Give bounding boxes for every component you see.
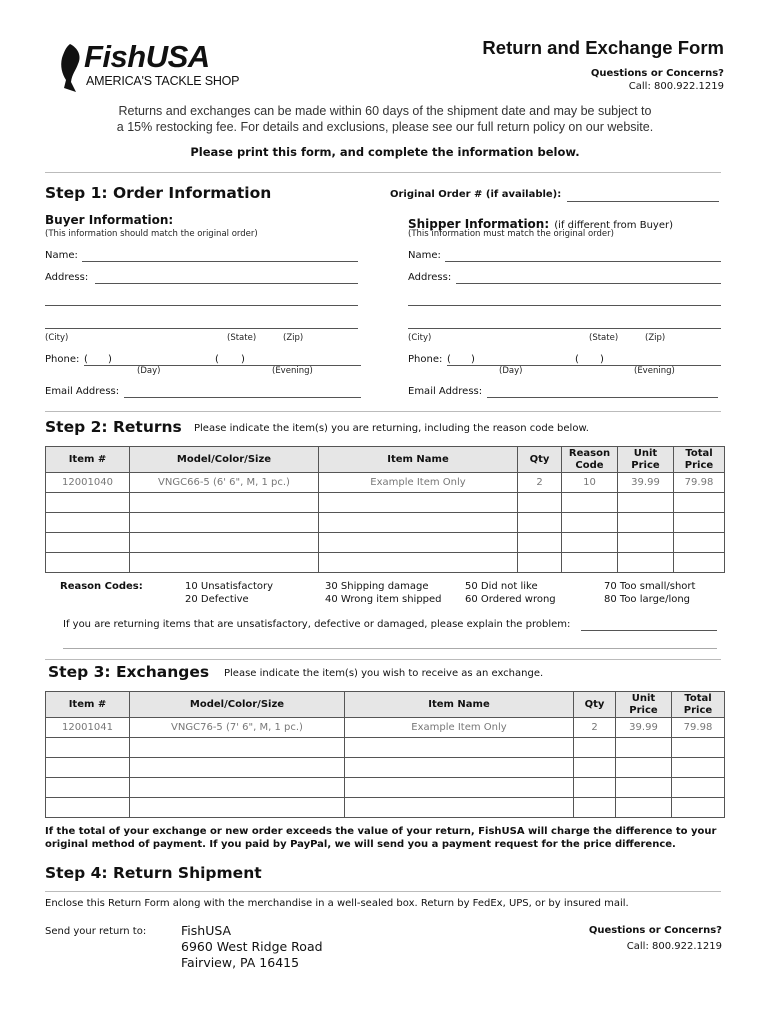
buyer-phone-paren-close-2: ) bbox=[241, 354, 245, 365]
fish-icon bbox=[56, 42, 86, 94]
cell: VNGC66-5 (6' 6", M, 1 pc.) bbox=[130, 473, 319, 493]
explain-label: If you are returning items that are unsatisfactory, defective or damaged, please explain the problem: bbox=[63, 619, 571, 630]
divider bbox=[45, 891, 721, 892]
shipper-phone-paren-close-2: ) bbox=[600, 354, 604, 365]
step2-instruction: Please indicate the item(s) you are returning, including the reason code below. bbox=[194, 423, 589, 434]
buyer-email-field[interactable] bbox=[124, 397, 361, 398]
return-address-line-3: Fairview, PA 16415 bbox=[181, 955, 300, 970]
shipper-day: (Day) bbox=[499, 366, 523, 376]
enclose-text: Enclose this Return Form along with the merchandise in a well-sealed box. Return by FedEx, UPS, or by insured mail. bbox=[45, 898, 629, 909]
step3-instruction: Please indicate the item(s) you wish to receive as an exchange. bbox=[224, 668, 544, 679]
shipper-address-label: Address: bbox=[408, 272, 452, 283]
shipper-title-text: Shipper Information: bbox=[408, 217, 550, 231]
returns-header-qty: Qty bbox=[518, 447, 562, 473]
shipper-phone-paren-open-2: ( bbox=[575, 354, 579, 365]
returns-header-model: Model/Color/Size bbox=[130, 447, 319, 473]
buyer-zip: (Zip) bbox=[283, 333, 304, 343]
header-questions: Questions or Concerns? bbox=[590, 68, 724, 79]
table-row[interactable] bbox=[46, 533, 725, 553]
divider bbox=[45, 411, 721, 412]
buyer-phone-label: Phone: bbox=[45, 354, 80, 365]
shipper-paren: (if different from Buyer) bbox=[554, 220, 673, 231]
reason-70: 70 Too small/short bbox=[604, 581, 696, 592]
return-address-line-1: FishUSA bbox=[181, 923, 232, 938]
cell: 79.98 bbox=[672, 718, 725, 738]
buyer-city-line[interactable] bbox=[45, 328, 358, 329]
buyer-name-label: Name: bbox=[45, 250, 78, 261]
reason-80: 80 Too large/long bbox=[604, 594, 691, 605]
cell: 2 bbox=[574, 718, 616, 738]
cell: 39.99 bbox=[616, 718, 672, 738]
intro-line-2: a 15% restocking fee. For details and exclusions, please see our full return policy on our website. bbox=[116, 120, 654, 134]
returns-header-total: Total Price bbox=[674, 447, 725, 473]
buyer-title: Buyer Information: bbox=[45, 213, 174, 227]
fishusa-logo bbox=[56, 39, 266, 94]
table-row[interactable] bbox=[46, 778, 725, 798]
shipper-phone-field[interactable] bbox=[447, 365, 721, 366]
cell: 39.99 bbox=[618, 473, 674, 493]
reason-10: 10 Unsatisfactory bbox=[185, 581, 274, 592]
buyer-email-label: Email Address: bbox=[45, 386, 120, 397]
returns-header-item: Item # bbox=[46, 447, 130, 473]
shipper-city-line[interactable] bbox=[408, 328, 721, 329]
reason-30: 30 Shipping damage bbox=[325, 581, 429, 592]
logo-sub-text: AMERICA'S TACKLE SHOP bbox=[86, 74, 240, 88]
reason-20: 20 Defective bbox=[185, 594, 249, 605]
cell: 79.98 bbox=[674, 473, 725, 493]
table-row[interactable] bbox=[46, 553, 725, 573]
form-title: Return and Exchange Form bbox=[482, 37, 724, 58]
cell: Example Item Only bbox=[319, 473, 518, 493]
footer-questions: Questions or Concerns? bbox=[588, 925, 722, 936]
original-order-label: Original Order # (if available): bbox=[390, 189, 562, 200]
divider bbox=[45, 659, 721, 660]
shipper-name-label: Name: bbox=[408, 250, 441, 261]
shipper-phone-label: Phone: bbox=[408, 354, 443, 365]
buyer-phone-field[interactable] bbox=[84, 365, 361, 366]
shipper-address-line-2[interactable] bbox=[408, 305, 721, 306]
buyer-note: (This information should match the original order) bbox=[45, 229, 258, 239]
reason-60: 60 Ordered wrong bbox=[465, 594, 556, 605]
table-row[interactable] bbox=[46, 798, 725, 818]
exchanges-header-unit: Unit Price bbox=[616, 692, 672, 718]
intro-line-1: Returns and exchanges can be made within 60 days of the shipment date and may be subject to bbox=[118, 104, 652, 118]
table-row[interactable] bbox=[46, 513, 725, 533]
return-address-line-2: 6960 West Ridge Road bbox=[181, 939, 323, 954]
shipper-email-field[interactable] bbox=[487, 397, 718, 398]
table-row[interactable] bbox=[46, 493, 725, 513]
shipper-note: (This information must match the original order) bbox=[408, 229, 614, 239]
buyer-state: (State) bbox=[227, 333, 257, 343]
original-order-field[interactable] bbox=[567, 201, 719, 202]
returns-header-unit: Unit Price bbox=[618, 447, 674, 473]
exchanges-header-name: Item Name bbox=[345, 692, 574, 718]
shipper-evening: (Evening) bbox=[634, 366, 675, 376]
buyer-city: (City) bbox=[45, 333, 69, 343]
step4-title: Step 4: Return Shipment bbox=[45, 864, 262, 882]
cell: 2 bbox=[518, 473, 562, 493]
shipper-address-field[interactable] bbox=[456, 283, 721, 284]
reason-50: 50 Did not like bbox=[465, 581, 538, 592]
cell: 12001041 bbox=[46, 718, 130, 738]
cell: Example Item Only bbox=[345, 718, 574, 738]
cell: 10 bbox=[562, 473, 618, 493]
table-row bbox=[46, 473, 725, 493]
buyer-phone-paren-open: ( bbox=[84, 354, 88, 365]
table-row[interactable] bbox=[46, 758, 725, 778]
reason-40: 40 Wrong item shipped bbox=[325, 594, 442, 605]
shipper-name-field[interactable] bbox=[445, 261, 721, 262]
buyer-address-line-2[interactable] bbox=[45, 305, 358, 306]
explain-line-2[interactable] bbox=[63, 648, 717, 649]
buyer-phone-paren-open-2: ( bbox=[215, 354, 219, 365]
exchanges-table bbox=[45, 691, 725, 818]
buyer-address-label: Address: bbox=[45, 272, 89, 283]
returns-table bbox=[45, 446, 725, 573]
step1-title: Step 1: Order Information bbox=[45, 184, 272, 202]
divider bbox=[45, 172, 721, 173]
shipper-email-label: Email Address: bbox=[408, 386, 483, 397]
table-row bbox=[46, 718, 725, 738]
exchanges-header-item: Item # bbox=[46, 692, 130, 718]
shipper-city: (City) bbox=[408, 333, 432, 343]
step2-title: Step 2: Returns bbox=[45, 418, 182, 436]
cell: 12001040 bbox=[46, 473, 130, 493]
returns-header-name: Item Name bbox=[319, 447, 518, 473]
print-note: Please print this form, and complete the information below. bbox=[190, 145, 580, 159]
shipper-state: (State) bbox=[589, 333, 619, 343]
exchanges-header-total: Total Price bbox=[672, 692, 725, 718]
shipper-phone-paren-close: ) bbox=[471, 354, 475, 365]
exchange-note-line-1: If the total of your exchange or new order exceeds the value of your return, FishUSA will charge the difference to your bbox=[45, 826, 717, 837]
exchanges-header-qty: Qty bbox=[574, 692, 616, 718]
explain-field[interactable] bbox=[581, 630, 717, 631]
reason-codes-label: Reason Codes: bbox=[60, 581, 143, 592]
shipper-zip: (Zip) bbox=[645, 333, 666, 343]
returns-header-reason: Reason Code bbox=[562, 447, 618, 473]
logo-main-text: FishUSA bbox=[84, 39, 210, 74]
buyer-address-field[interactable] bbox=[95, 283, 358, 284]
send-label: Send your return to: bbox=[45, 926, 147, 937]
shipper-phone-paren-open: ( bbox=[447, 354, 451, 365]
buyer-name-field[interactable] bbox=[82, 261, 358, 262]
step3-title: Step 3: Exchanges bbox=[48, 663, 210, 681]
header-call: Call: 800.922.1219 bbox=[628, 81, 724, 92]
exchanges-header-model: Model/Color/Size bbox=[130, 692, 345, 718]
buyer-day: (Day) bbox=[137, 366, 161, 376]
cell: VNGC76-5 (7' 6", M, 1 pc.) bbox=[130, 718, 345, 738]
table-row[interactable] bbox=[46, 738, 725, 758]
exchange-note-line-2: original method of payment. If you paid by PayPal, we will send you a payment request for the price difference. bbox=[45, 839, 676, 850]
footer-call: Call: 800.922.1219 bbox=[626, 941, 722, 952]
buyer-evening: (Evening) bbox=[272, 366, 313, 376]
buyer-phone-paren-close: ) bbox=[108, 354, 112, 365]
